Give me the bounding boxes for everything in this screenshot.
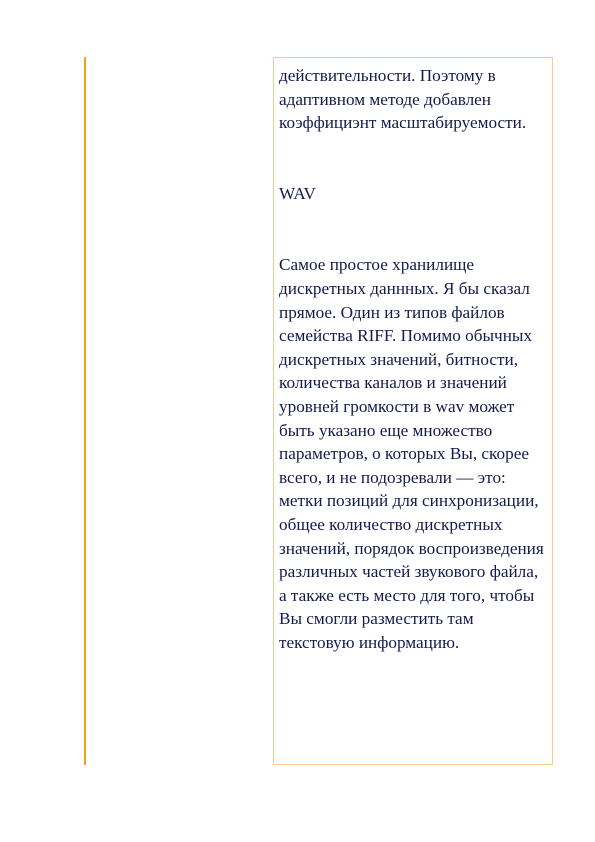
paragraph-intro: действительности. Поэтому в адаптивном методе добавлен коэффициэнт масштабируемости. bbox=[279, 66, 527, 133]
paragraph-wav-description: Самое простое хранилище дискретных даннных. Я бы сказал прямое. Один из типов файлов семейства RIFF. Помимо обычных дискретных значений, битности, количества каналов и значений уровней громкости в wav может быть указано еще множество параметров, о которых Вы, скорее всего, и не подозревали — это: метки позиций для синхронизации, общее количество дискретных значений, порядок воспроизведения различных частей звукового файла, а также есть место для того, чтобы Вы смогли разместить там текстовую информацию. bbox=[279, 255, 544, 652]
spacer bbox=[279, 135, 546, 182]
margin-rule bbox=[84, 57, 86, 765]
spacer bbox=[279, 205, 546, 253]
text-frame bbox=[273, 57, 553, 765]
section-heading: WAV bbox=[279, 183, 316, 203]
